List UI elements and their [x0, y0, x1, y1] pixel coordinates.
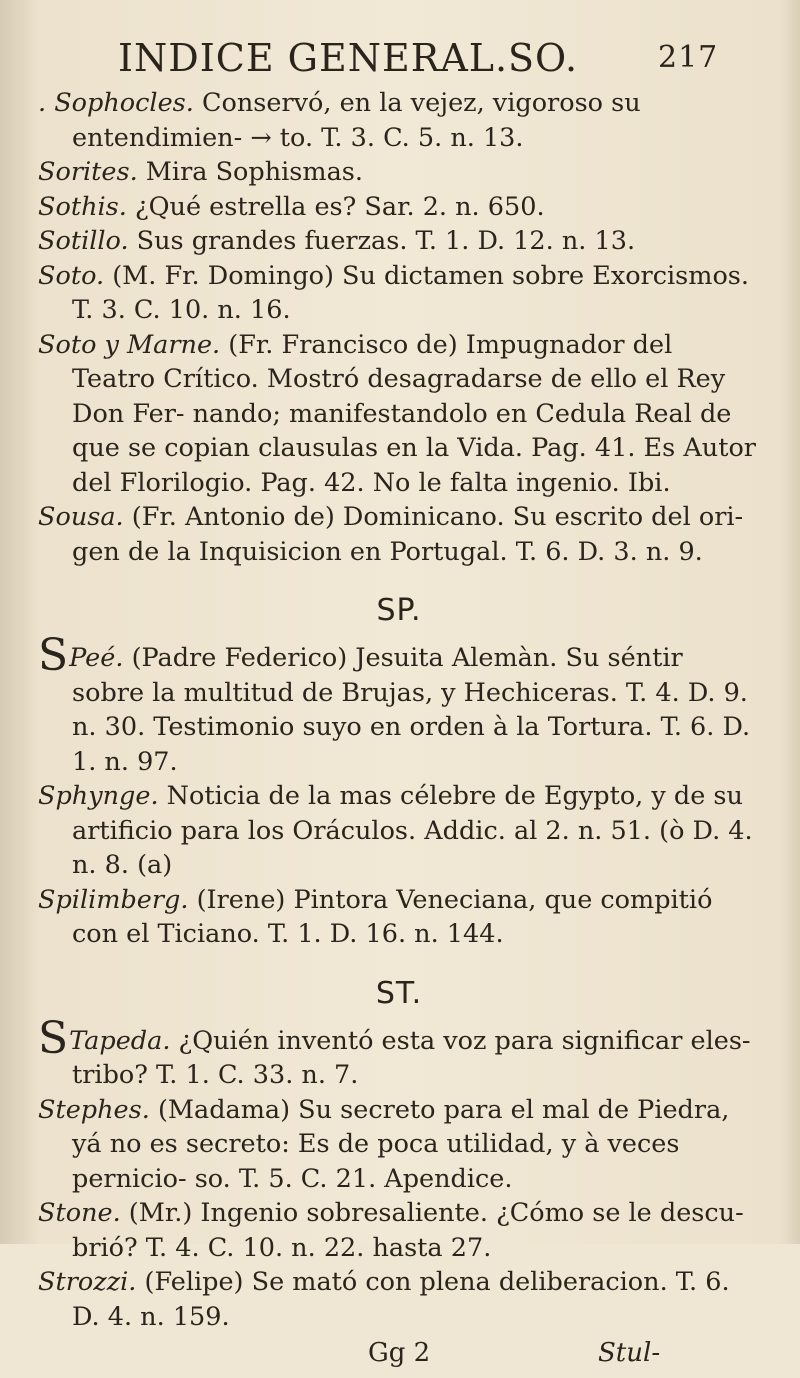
- entries-sp: [38, 630, 760, 952]
- entries-st: [38, 1012, 760, 1335]
- drop-cap: S: [38, 630, 69, 681]
- entry-headword: Sotillo.: [38, 226, 129, 256]
- entry-headword: Soto y Marne.: [38, 329, 221, 360]
- entry-text: (Padre Federico) Jesuita Alemàn. Su séntir sobre la multitud de Brujas, y Hechiceras. T. 4. D. 9. n. 30. Testimonio suyo en orden à la Tortura. T. 6. D. 1. n. 97.: [72, 643, 751, 777]
- entry-headword: Strozzi.: [38, 1267, 137, 1297]
- entry-text: (Felipe) Se mató con plena deliberacion. T. 6. D. 4. n. 159.: [72, 1267, 730, 1332]
- entry-text: Conservó, en la vejez, vigoroso su entendimien- → to. T. 3. C. 5. n. 13.: [72, 88, 641, 153]
- entry-headword: Stephes.: [38, 1094, 150, 1125]
- entry-text: (Irene) Pintora Veneciana, que compitió con el Ticiano. T. 1. D. 16. n. 144.: [72, 884, 713, 949]
- signature-mark: Gg 2: [368, 1338, 431, 1368]
- index-entry: [38, 779, 760, 883]
- entry-text: Mira Sophismas.: [137, 157, 363, 187]
- drop-cap: S: [38, 1012, 69, 1064]
- entry-headword: Spilimberg.: [38, 884, 189, 915]
- entry-text: Sus grandes fuerzas. T. 1. D. 12. n. 13.: [128, 226, 636, 256]
- entry-headword: Sousa.: [38, 502, 124, 532]
- entry-text: Noticia de la mas célebre de Egypto, y de su artificio para los Oráculos. Addic. al 2. n. 51. (ò D. 4. n. 8. (a): [72, 781, 753, 880]
- entry-headword: Stone.: [38, 1198, 121, 1228]
- section-heading-st: ST.: [375, 975, 423, 1011]
- entry-text: (Madama) Su secreto para el mal de Piedra, yá no es secreto: Es de poca utilidad, y à veces pernicio- so. T. 5. C. 21. Apendice.: [72, 1094, 730, 1194]
- entry-text: (Mr.) Ingenio sobresaliente. ¿Cómo se le descu- brió? T. 4. C. 10. n. 22. hasta 27.: [72, 1198, 744, 1263]
- index-entry: [38, 1196, 760, 1265]
- entry-text: (Fr. Francisco de) Impugnador del Teatro Crítico. Mostró desagradarse de ello el Rey Don Fer- nando; manifestandolo en Cedula Real de que se copian clausulas en la Vida. Pag. 41. Es Autor del Florilogio. Pag. 42. No le falta ingenio. Ibi.: [72, 329, 756, 498]
- running-head-title: INDICE GENERAL.: [118, 36, 509, 80]
- entries-so: [38, 86, 760, 569]
- entry-text: ¿Qué estrella es? Sar. 2. n. 650.: [126, 191, 545, 222]
- index-entry: [38, 155, 760, 190]
- index-entry: [38, 190, 760, 225]
- catchword: Stul-: [598, 1338, 661, 1368]
- index-entry: [38, 883, 760, 952]
- index-entry: [38, 1012, 760, 1093]
- index-entry: [38, 328, 760, 501]
- entry-headword: . Sophocles.: [38, 88, 194, 118]
- index-entry: [38, 1265, 760, 1334]
- index-entry: [38, 1093, 760, 1197]
- entry-headword: Sphynge.: [38, 781, 159, 811]
- entry-headword: Tapeda.: [69, 1025, 171, 1056]
- index-entry: [38, 224, 760, 259]
- entry-text: ¿Quién inventó esta voz para significar eles- tribo? T. 1. C. 33. n. 7.: [72, 1025, 751, 1090]
- index-entry: [38, 259, 760, 328]
- entry-headword: Peé.: [69, 643, 124, 673]
- entry-headword: Soto.: [38, 260, 105, 291]
- index-entry: [38, 86, 760, 155]
- entry-headword: Sorites.: [38, 157, 138, 187]
- entry-text: (Fr. Antonio de) Dominicano. Su escrito del ori- gen de la Inquisicion en Portugal. T. 6. D. 3. n. 9.: [72, 502, 744, 567]
- page-footer: [38, 1338, 760, 1378]
- running-head-section: SO.: [508, 36, 579, 80]
- entry-text: (M. Fr. Domingo) Su dictamen sobre Exorcismos. T. 3. C. 10. n. 16.: [72, 260, 749, 325]
- running-head: [38, 34, 760, 82]
- index-entry: [38, 500, 760, 569]
- section-heading-sp: SP.: [376, 593, 422, 628]
- page-number: 217: [658, 40, 719, 75]
- index-entry: [38, 630, 760, 779]
- entry-headword: Sothis.: [38, 191, 127, 222]
